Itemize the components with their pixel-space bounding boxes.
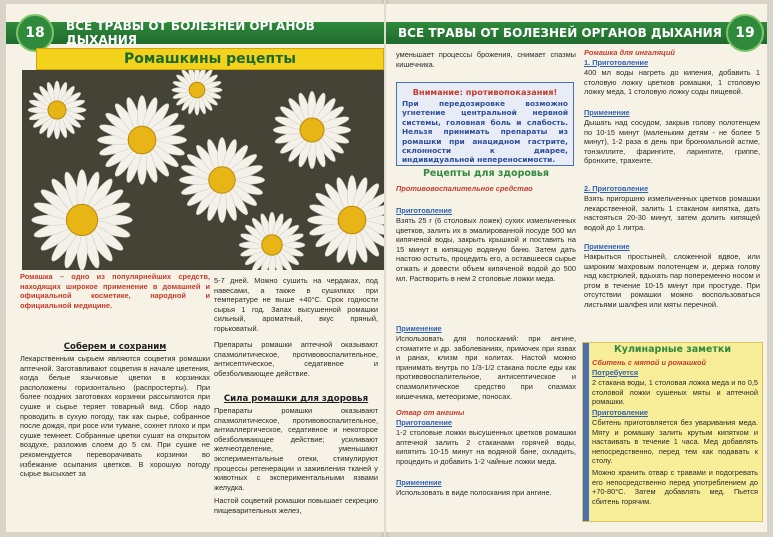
tips-title: Сбитень с мятой и ромашкой xyxy=(592,358,706,367)
tips-need-label: Потребуется xyxy=(592,368,639,377)
recipe1-prep: Взять 25 г (6 столовых ложек) сухих измельченных цветков, залить их в эмалированной посуде 500 мл кипяченой воды, закрыть крышкой и поставить на 15 минут в кипящую водяную баню. Затем дать настою остыть, процедить его, а оставшееся сырье отжать и довести объем кипяченой водой до 500 мл. Растворить в нем 2 столовые ложки меда. xyxy=(396,216,576,283)
recipe1-title: Противовоспалительное средство xyxy=(396,184,533,193)
tips-need: 2 стакана воды, 1 столовая ложка меда и по 0,5 столовой ложки сушеных мяты и аптечной ромашки. xyxy=(592,378,758,407)
recipe1-prep-label: Приготовление xyxy=(396,206,452,215)
recipe2-title: Отвар от ангины xyxy=(396,408,465,417)
col2-paragraph: Препараты ромашки аптечной оказывают спазмолитическое, противовоспалительное, антисептическое, седативное и обезболивающее действие. xyxy=(214,340,378,378)
recipe3-prep1-label: 1. Приготовление xyxy=(584,58,649,67)
recipe3-use2: Накрыться простыней, сложенной вдвое, или широким махровым полотенцем и, держа голову над кастрюлей, вдыхать пар попеременно носом и ртом в течение 10-15 минут при простуде. При отсутствии ромашки можно воспользоваться листьями шалфея или мяты перечной. xyxy=(584,252,760,309)
recipe2-use-label: Применение xyxy=(396,478,442,487)
recipe3-use1-label: Применение xyxy=(584,108,630,117)
section-heading-collect: Соберем и сохраним xyxy=(63,342,167,352)
recipe3-prep2-label: 2. Приготовление xyxy=(584,184,649,193)
tips-box-accent xyxy=(583,343,589,521)
tips-store: Можно хранить отвар с травами и подогревать его непосредственно перед употреблением до +70-80°С. Затем добавлять мед. Пьется сбитень горячим. xyxy=(592,468,758,506)
recipe2-prep: 1-2 столовые ложки высушенных цветков ромашки аптечной залить 2 стаканами горячей воды, кипятить 10-15 минут на водяной бане, охладить, процедить и добавить 1-2 чайные ложки меда. xyxy=(396,428,576,466)
section-text-collect: Лекарственным сырьем являются соцветия ромашки аптечной. Заготавливают соцветия в начале цветения, когда белые язычковые цветки в корзинках расположены горизонтально (распростерты). При более поздних заготовках корзинки рассыпаются при сушке и сырье теряет товарный вид. Сбор надо проводить в сухую погоду, так как сырье, собранное после дождя, при росе или тумане, сохнет плохо и при сушке темнеет. Собранные цветки сушат на открытом воздухе, разложив слоем до 5 см. При сушке не рекомендуется переворачивать корзинки во избежание осыпания цветков. В хорошую погоду сырье высыхает за xyxy=(20,354,210,479)
chamomile-photo xyxy=(22,70,384,270)
recipe1-use-label: Применение xyxy=(396,324,442,333)
recipe3-title: Ромашка для ингаляций xyxy=(584,48,675,57)
recipes-heading: Рецепты для здоровья xyxy=(422,168,550,179)
right-page xyxy=(386,4,767,532)
recipe3-prep1: 400 мл воды нагреть до кипения, добавить 1 столовую ложку цветков ромашки, 1 столовую ложку меда, 1 столовую ложку соды пищевой. xyxy=(584,68,760,97)
section-text-power-2: Настой соцветий ромашки повышает секрецию пищеварительных желез, xyxy=(214,496,378,515)
warning-text: При передозировке возможно угнетение центральной нервной системы, головная боль и слабость. Нельзя принимать препараты из ромашки при анацидном гастрите, склонности к диарее, индивидуальной непереносимости. xyxy=(402,99,568,165)
recipe2-prep-label: Приготовление xyxy=(396,418,452,427)
col2-top-text: 5-7 дней. Можно сушить на чердаках, под навесами, а также в сушилках при температуре не выше +40°С. Срок годности сырья 1 год. Запах высушенной ромашки сильный, ароматный, вкус пряный, горьковатый. xyxy=(214,276,378,333)
section-text-power: Препараты ромашки оказывают спазмолитическое, противовоспалительное, антиаллергическое, седативное и некоторое обезболивающее действие; усиливают желчеотделение, уменьшают экспериментальные отеки, стимулируют процессы регенерации и заживления тканей у животных с экспериментальными язвами желудка. xyxy=(214,406,378,492)
recipe3-prep2: Взять пригоршню измельченных цветков ромашки лекарственной, залить 1 стаканом кипятка, дать настояться 20-30 минут, затем долить кипящей водой до 1 литра. xyxy=(584,194,760,232)
recipe3-use1: Дышать над сосудом, закрыв голову полотенцем по 10-15 минут (маленьким детям - не более 5 минут), 1-2 раза в день при бронхиальной астме, тонзиллите, фарингите, ларингите, гриппе, бронхите, трахеите. xyxy=(584,118,760,166)
col1-top-text: уменьшает процессы брожения, снимает спазмы кишечника. xyxy=(396,50,576,69)
left-page xyxy=(6,4,384,532)
recipe1-use: Использовать для полосканий: при ангине, стоматите и др. заболеваниях, примочек при язвах и ранах, клизм при колитах. Настой можно принимать внутрь по 1/3-1/2 стакана после еды как противовоспалительное, антисептическое и спазмолитическое средство при спазмах кишечника, метеоризме, поносах. xyxy=(396,334,576,401)
warning-title: Внимание: противопоказания! xyxy=(412,87,558,97)
recipe3-use2-label: Применение xyxy=(584,242,630,251)
tips-heading: Кулинарные заметки xyxy=(613,344,731,355)
right-page-number: 19 xyxy=(726,14,764,52)
tips-prep-label: Приготовление xyxy=(592,408,648,417)
section-heading-power: Сила ромашки для здоровья xyxy=(223,394,369,404)
right-page-header: ВСЕ ТРАВЫ ОТ БОЛЕЗНЕЙ ОРГАНОВ ДЫХАНИЯ xyxy=(386,22,767,44)
tips-prep: Сбитень приготовляется без уваривания меда. Мяту и ромашку залить крутым кипятком и настаивать в течение 1 часа. Мед добавлять непосредственно, перед тем как подавать к столу. xyxy=(592,418,758,466)
chamomile-flowers-image xyxy=(22,70,384,270)
left-page-header: ВСЕ ТРАВЫ ОТ БОЛЕЗНЕЙ ОРГАНОВ ДЫХАНИЯ xyxy=(6,22,384,44)
lead-paragraph: Ромашка – одно из популярнейших средств, находящих широкое применение в домашней и официальной косметике, народной и официальной медицине. xyxy=(20,272,210,310)
left-page-number: 18 xyxy=(16,14,54,52)
article-title: Ромашкины рецепты xyxy=(36,48,384,70)
warning-box xyxy=(396,82,574,166)
recipe2-use: Использовать в виде полоскания при ангине. xyxy=(396,488,552,497)
